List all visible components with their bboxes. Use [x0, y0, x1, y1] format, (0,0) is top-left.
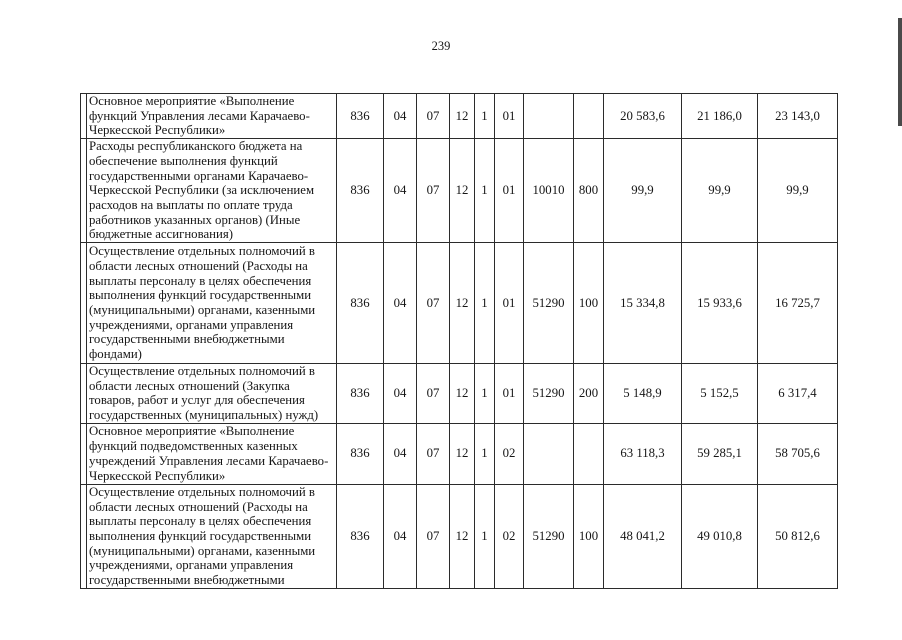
- amount-col-1: 48 041,2: [604, 484, 682, 588]
- table-row: [81, 94, 838, 139]
- code-subsection: 07: [417, 243, 450, 364]
- code-subprogram: 1: [475, 423, 495, 484]
- code-program: 12: [450, 243, 475, 364]
- amount-col-1: 63 118,3: [604, 423, 682, 484]
- code-subsection: 07: [417, 94, 450, 139]
- code-event: 01: [495, 364, 524, 424]
- code-grbs: 836: [337, 423, 384, 484]
- table-row: [81, 484, 838, 588]
- code-subsection: 07: [417, 139, 450, 243]
- code-event: 01: [495, 139, 524, 243]
- scan-edge-mark: [898, 18, 902, 126]
- code-subprogram: 1: [475, 484, 495, 588]
- code-subprogram: 1: [475, 243, 495, 364]
- code-section: 04: [384, 484, 417, 588]
- code-subprogram: 1: [475, 364, 495, 424]
- code-event: 01: [495, 243, 524, 364]
- code-section: 04: [384, 243, 417, 364]
- amount-col-2: 99,9: [682, 139, 758, 243]
- code-expense-type: [574, 423, 604, 484]
- amount-col-2: 49 010,8: [682, 484, 758, 588]
- code-direction: 51290: [524, 364, 574, 424]
- amount-col-3: 58 705,6: [758, 423, 838, 484]
- code-subprogram: 1: [475, 139, 495, 243]
- amount-col-1: 20 583,6: [604, 94, 682, 139]
- amount-col-3: 50 812,6: [758, 484, 838, 588]
- code-event: 01: [495, 94, 524, 139]
- code-direction: 51290: [524, 484, 574, 588]
- table-row: [81, 243, 838, 364]
- amount-col-2: 15 933,6: [682, 243, 758, 364]
- code-expense-type: [574, 94, 604, 139]
- table-row: [81, 139, 838, 243]
- amount-col-3: 16 725,7: [758, 243, 838, 364]
- code-direction: 51290: [524, 243, 574, 364]
- code-expense-type: 800: [574, 139, 604, 243]
- table-row: [81, 423, 838, 484]
- code-grbs: 836: [337, 94, 384, 139]
- code-event: 02: [495, 484, 524, 588]
- code-program: 12: [450, 423, 475, 484]
- description-cell: Осуществление отдельных полномочий в области лесных отношений (Закупка товаров, работ и услуг для обеспечения государственных (муниципальных) нужд): [87, 364, 337, 424]
- code-grbs: 836: [337, 243, 384, 364]
- code-event: 02: [495, 423, 524, 484]
- amount-col-2: 5 152,5: [682, 364, 758, 424]
- code-direction: [524, 423, 574, 484]
- description-cell: Осуществление отдельных полномочий в области лесных отношений (Расходы на выплаты персоналу в целях обеспечения выполнения функций государственными (муниципальными) органами, казенными учреждениями, органами управления государственными внебюджетными: [87, 484, 337, 588]
- amount-col-1: 15 334,8: [604, 243, 682, 364]
- code-program: 12: [450, 364, 475, 424]
- code-direction: 10010: [524, 139, 574, 243]
- description-cell: Основное мероприятие «Выполнение функций Управления лесами Карачаево- Черкесской Республики»: [87, 94, 337, 139]
- code-program: 12: [450, 484, 475, 588]
- code-expense-type: 100: [574, 484, 604, 588]
- description-cell: Основное мероприятие «Выполнение функций подведомственных казенных учреждений Управления лесами Карачаево- Черкесской Республики»: [87, 423, 337, 484]
- code-direction: [524, 94, 574, 139]
- amount-col-1: 5 148,9: [604, 364, 682, 424]
- code-grbs: 836: [337, 484, 384, 588]
- amount-col-3: 23 143,0: [758, 94, 838, 139]
- code-program: 12: [450, 139, 475, 243]
- code-program: 12: [450, 94, 475, 139]
- code-expense-type: 200: [574, 364, 604, 424]
- code-grbs: 836: [337, 139, 384, 243]
- code-subsection: 07: [417, 364, 450, 424]
- table-row: [81, 364, 838, 424]
- amount-col-3: 99,9: [758, 139, 838, 243]
- code-grbs: 836: [337, 364, 384, 424]
- code-subprogram: 1: [475, 94, 495, 139]
- code-section: 04: [384, 139, 417, 243]
- code-subsection: 07: [417, 484, 450, 588]
- page-number: 239: [431, 39, 451, 53]
- amount-col-2: 59 285,1: [682, 423, 758, 484]
- code-section: 04: [384, 423, 417, 484]
- code-section: 04: [384, 94, 417, 139]
- budget-table: [80, 93, 838, 589]
- amount-col-1: 99,9: [604, 139, 682, 243]
- description-cell: Расходы республиканского бюджета на обеспечение выполнения функций государственными органами Карачаево- Черкесской Республики (за исключением расходов на выплаты по оплате труда работников указанных органов) (Иные бюджетные ассигнования): [87, 139, 337, 243]
- code-expense-type: 100: [574, 243, 604, 364]
- amount-col-2: 21 186,0: [682, 94, 758, 139]
- description-cell: Осуществление отдельных полномочий в области лесных отношений (Расходы на выплаты персоналу в целях обеспечения выполнения функций государственными (муниципальными) органами, казенными учреждениями, органами управления государственными внебюджетными фондами): [87, 243, 337, 364]
- code-subsection: 07: [417, 423, 450, 484]
- code-section: 04: [384, 364, 417, 424]
- amount-col-3: 6 317,4: [758, 364, 838, 424]
